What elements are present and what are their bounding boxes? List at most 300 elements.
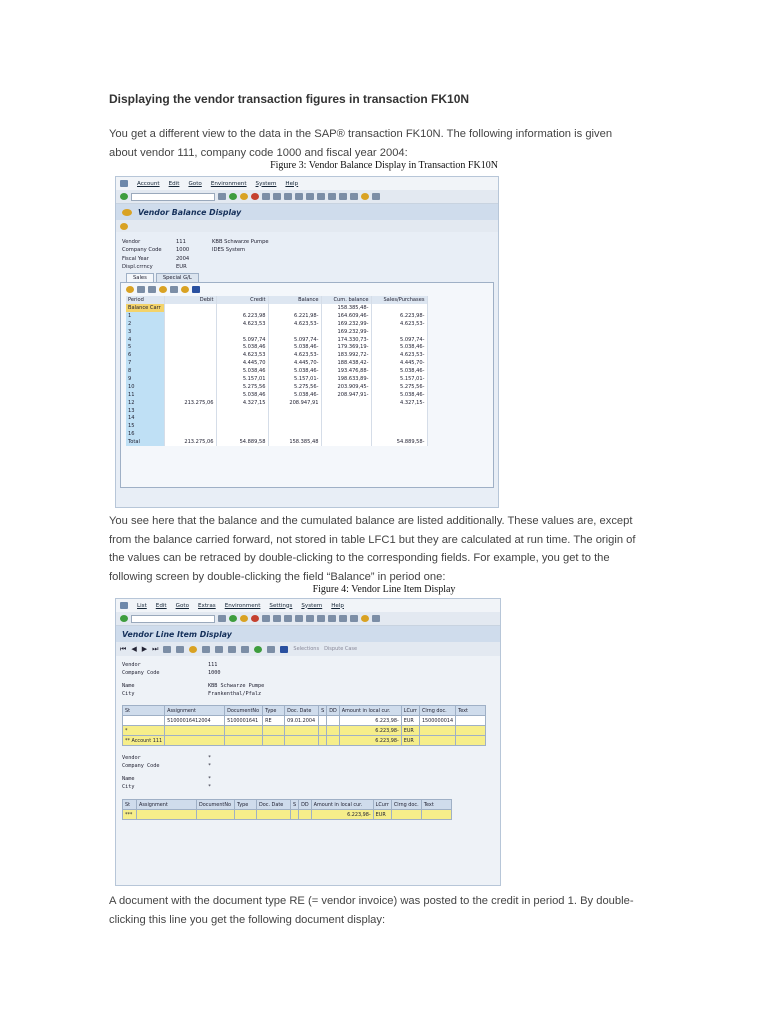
table-cell[interactable]	[285, 736, 319, 746]
table-cell[interactable]	[165, 726, 225, 736]
command-field[interactable]	[131, 615, 215, 623]
table-cell[interactable]: 4.623,53-	[371, 320, 427, 328]
tab-sales[interactable]: Sales	[126, 273, 154, 282]
table-cell[interactable]	[321, 438, 371, 446]
table-cell[interactable]: EUR	[401, 736, 419, 746]
table-cell[interactable]	[321, 407, 371, 415]
menu-help[interactable]: Help	[285, 180, 299, 187]
find-icon[interactable]	[273, 193, 281, 200]
table-cell[interactable]: 5.038,46-	[268, 367, 321, 375]
table-cell[interactable]	[164, 367, 216, 375]
table-cell[interactable]: 5.097,74-	[371, 336, 427, 344]
layout-select-icon[interactable]	[241, 646, 249, 653]
table-cell[interactable]: 10	[126, 383, 164, 391]
save-icon[interactable]	[218, 193, 226, 200]
next-page-icon[interactable]	[317, 193, 325, 200]
col-balance[interactable]: Balance	[268, 296, 321, 304]
column-header[interactable]: DocumentNo	[225, 706, 263, 716]
col-debit[interactable]: Debit	[164, 296, 216, 304]
table-cell[interactable]	[216, 407, 268, 415]
table-cell[interactable]	[371, 430, 427, 438]
back-icon[interactable]	[229, 615, 237, 622]
table-cell[interactable]: ** Account 111	[123, 736, 165, 746]
table-cell[interactable]	[216, 430, 268, 438]
back-icon[interactable]	[229, 193, 237, 200]
table-cell[interactable]	[268, 304, 321, 312]
info-icon[interactable]	[280, 646, 288, 653]
table-cell[interactable]: 4.445,70-	[268, 359, 321, 367]
table-cell[interactable]: 09.01.2004	[285, 716, 319, 726]
table-cell[interactable]: 158.385,48	[268, 438, 321, 446]
first-page-icon[interactable]	[295, 193, 303, 200]
table-cell[interactable]: 6.223,98-	[339, 736, 401, 746]
help-icon[interactable]	[361, 615, 369, 622]
table-row[interactable]	[126, 375, 427, 383]
column-header[interactable]: S	[291, 800, 299, 810]
table-cell[interactable]	[164, 383, 216, 391]
table-cell[interactable]: 3	[126, 328, 164, 336]
menu-list[interactable]: List	[137, 602, 147, 609]
table-row[interactable]	[126, 415, 427, 423]
details-icon[interactable]	[126, 286, 134, 293]
table-cell[interactable]: 6.223,98-	[371, 312, 427, 320]
balance-table-body	[126, 304, 427, 446]
shortcut-icon[interactable]	[350, 615, 358, 622]
field-value: *	[208, 762, 212, 769]
table-row[interactable]	[126, 312, 427, 320]
table-cell[interactable]: RE	[263, 716, 285, 726]
print-preview-icon[interactable]	[159, 286, 167, 293]
table-cell[interactable]: 4.623,53-	[268, 351, 321, 359]
table-cell[interactable]: 6	[126, 351, 164, 359]
table-cell[interactable]: 5.275,56-	[268, 383, 321, 391]
table-row[interactable]	[126, 430, 427, 438]
table-cell[interactable]: 169.232,99-	[321, 328, 371, 336]
table-cell[interactable]: 6.223,98-	[339, 716, 401, 726]
table-cell[interactable]: 54.889,58	[216, 438, 268, 446]
menu-goto[interactable]: Goto	[175, 602, 189, 609]
menu-extras[interactable]: Extras	[198, 602, 216, 609]
table-cell[interactable]: 6.223,98-	[339, 726, 401, 736]
prev-page-icon[interactable]	[306, 193, 314, 200]
table-row[interactable]	[126, 359, 427, 367]
table-cell[interactable]	[164, 430, 216, 438]
table-cell[interactable]	[321, 422, 371, 430]
table-cell[interactable]	[321, 399, 371, 407]
table-row[interactable]	[123, 736, 486, 746]
menu-help[interactable]: Help	[331, 602, 344, 609]
table-cell[interactable]: 169.232,99-	[321, 320, 371, 328]
table-cell[interactable]	[216, 415, 268, 423]
filter-icon[interactable]	[137, 286, 145, 293]
tab-special-gl[interactable]: Special G/L	[156, 273, 199, 282]
table-cell[interactable]: 7	[126, 359, 164, 367]
print-icon[interactable]	[262, 615, 270, 622]
edit-icon[interactable]	[163, 646, 171, 653]
table-cell[interactable]: 11	[126, 391, 164, 399]
menu-system[interactable]: System	[301, 602, 323, 609]
first-page-icon[interactable]	[295, 615, 303, 622]
table-cell[interactable]	[421, 810, 451, 820]
table-cell[interactable]	[456, 736, 486, 746]
table-cell[interactable]: 5.038,46-	[268, 344, 321, 352]
table-row[interactable]	[126, 304, 427, 312]
menu-edit[interactable]: Edit	[155, 602, 167, 609]
column-header[interactable]: Text	[456, 706, 486, 716]
footer-company-code	[122, 763, 500, 771]
window-menu-icon[interactable]	[120, 602, 128, 609]
next-page-icon[interactable]	[317, 615, 325, 622]
menu-environment[interactable]: Environment	[224, 602, 261, 609]
column-header[interactable]: Type	[235, 800, 257, 810]
table-row[interactable]	[123, 716, 486, 726]
header-vendor	[122, 662, 500, 670]
enter-icon[interactable]	[120, 193, 128, 200]
table-header-row	[126, 296, 427, 304]
table-cell[interactable]	[197, 810, 235, 820]
table-cell[interactable]: 5.097,74	[216, 336, 268, 344]
table-cell[interactable]	[285, 726, 319, 736]
table-row[interactable]	[126, 383, 427, 391]
prev-page-icon[interactable]	[306, 615, 314, 622]
table-cell[interactable]	[164, 328, 216, 336]
column-header[interactable]: Amount in local cur.	[311, 800, 373, 810]
table-row[interactable]	[126, 336, 427, 344]
filter-icon[interactable]	[215, 646, 223, 653]
table-cell[interactable]	[164, 359, 216, 367]
table-cell[interactable]: EUR	[373, 810, 391, 820]
table-cell[interactable]: 203.909,45-	[321, 383, 371, 391]
table-cell[interactable]: 54.889,58-	[371, 438, 427, 446]
table-cell[interactable]: 213.275,06	[164, 399, 216, 407]
table-cell[interactable]: 198.633,89-	[321, 375, 371, 383]
menu-settings[interactable]: Settings	[269, 602, 293, 609]
table-cell[interactable]: 5.157,01-	[371, 375, 427, 383]
table-cell[interactable]: 5.038,46	[216, 344, 268, 352]
last-item-icon[interactable]: ⏭	[152, 644, 159, 653]
table-cell[interactable]	[164, 375, 216, 383]
table-cell[interactable]	[268, 328, 321, 336]
table-cell[interactable]: 164.609,46-	[321, 312, 371, 320]
new-session-icon[interactable]	[339, 193, 347, 200]
table-cell[interactable]	[123, 716, 165, 726]
dispute-case-button[interactable]: Dispute Case	[324, 646, 358, 652]
table-cell[interactable]	[164, 351, 216, 359]
vendor-balance-screenshot	[115, 176, 499, 508]
table-cell[interactable]: 208.947,91	[268, 399, 321, 407]
details-icon[interactable]	[189, 646, 197, 653]
col-sales-purchases[interactable]: Sales/Purchases	[371, 296, 427, 304]
table-cell[interactable]: 1500000014	[419, 716, 455, 726]
col-cum-balance[interactable]: Cum. balance	[321, 296, 371, 304]
table-cell[interactable]	[371, 407, 427, 415]
export-icon[interactable]	[170, 286, 178, 293]
table-cell[interactable]: 4.623,53-	[371, 351, 427, 359]
table-cell[interactable]	[164, 407, 216, 415]
closing-paragraph	[109, 892, 659, 929]
table-cell[interactable]	[216, 304, 268, 312]
table-cell[interactable]: 5.097,74-	[268, 336, 321, 344]
table-cell[interactable]	[257, 810, 291, 820]
field-value: 1000	[208, 669, 221, 676]
table-cell[interactable]: 4.623,53	[216, 351, 268, 359]
table-cell[interactable]: 13	[126, 407, 164, 415]
field-label: Fiscal Year	[122, 255, 149, 262]
layout-icon[interactable]	[372, 193, 380, 200]
table-cell[interactable]	[321, 430, 371, 438]
table-cell[interactable]	[419, 726, 455, 736]
column-header[interactable]: Type	[263, 706, 285, 716]
last-page-icon[interactable]	[328, 615, 336, 622]
find-next-icon[interactable]	[284, 615, 292, 622]
table-cell[interactable]: 193.476,88-	[321, 367, 371, 375]
table-cell[interactable]: 5.038,46-	[268, 391, 321, 399]
field-value[interactable]: 1000	[176, 247, 190, 254]
table-cell[interactable]: 158.385,48-	[321, 304, 371, 312]
table-cell[interactable]: 4.327,15	[216, 399, 268, 407]
table-cell[interactable]	[419, 736, 455, 746]
table-cell[interactable]: 16	[126, 430, 164, 438]
column-header[interactable]: Doc. Date	[257, 800, 291, 810]
column-header[interactable]: LCurr	[373, 800, 391, 810]
table-cell[interactable]	[164, 391, 216, 399]
table-row[interactable]	[126, 399, 427, 407]
table-cell[interactable]: 4.623,53-	[268, 320, 321, 328]
table-cell[interactable]	[137, 810, 197, 820]
table-cell[interactable]	[225, 726, 263, 736]
table-cell[interactable]: 12	[126, 399, 164, 407]
table-cell[interactable]: 4.445,70	[216, 359, 268, 367]
table-cell[interactable]: 15	[126, 422, 164, 430]
table-cell[interactable]: Balance Carr	[126, 304, 164, 312]
column-header[interactable]: LCurr	[401, 706, 419, 716]
table-cell[interactable]: 4.623,53	[216, 320, 268, 328]
table-cell[interactable]	[164, 415, 216, 423]
find-icon[interactable]	[273, 615, 281, 622]
table-cell[interactable]	[371, 304, 427, 312]
table-cell[interactable]	[391, 810, 421, 820]
table-cell[interactable]: 5100001641	[225, 716, 263, 726]
menu-system[interactable]: System	[255, 180, 277, 187]
table-cell[interactable]	[268, 415, 321, 423]
table-cell[interactable]: 5.038,46	[216, 367, 268, 375]
table-cell[interactable]	[165, 736, 225, 746]
prev-item-icon[interactable]: ◀	[131, 645, 137, 653]
window-menu-icon[interactable]	[120, 180, 128, 187]
table-cell[interactable]	[319, 716, 327, 726]
table-cell[interactable]	[299, 810, 312, 820]
table-cell[interactable]: 183.992,72-	[321, 351, 371, 359]
column-header[interactable]: St	[123, 706, 165, 716]
table-row[interactable]	[126, 438, 427, 446]
table-cell[interactable]: ***	[123, 810, 137, 820]
table-cell[interactable]: 5.157,01	[216, 375, 268, 383]
table-cell[interactable]	[164, 304, 216, 312]
table-cell[interactable]: 5.038,46-	[371, 367, 427, 375]
table-cell[interactable]: 14	[126, 415, 164, 423]
table-cell[interactable]: Total	[126, 438, 164, 446]
field-value[interactable]: 111	[176, 239, 186, 245]
field-value: 111	[208, 662, 218, 668]
table-cell[interactable]	[321, 415, 371, 423]
cancel-icon[interactable]	[251, 193, 259, 200]
table-cell[interactable]: 8	[126, 367, 164, 375]
new-session-icon[interactable]	[339, 615, 347, 622]
table-cell[interactable]	[216, 422, 268, 430]
table-cell[interactable]	[456, 726, 486, 736]
table-row[interactable]	[126, 391, 427, 399]
find-next-icon[interactable]	[284, 193, 292, 200]
table-cell[interactable]	[291, 810, 299, 820]
column-header[interactable]: Clrng doc.	[419, 706, 455, 716]
document-icon[interactable]	[120, 223, 128, 230]
column-header[interactable]: DocumentNo	[197, 800, 235, 810]
table-row[interactable]	[126, 407, 427, 415]
table-cell[interactable]	[327, 726, 340, 736]
column-header[interactable]: Assignment	[165, 706, 225, 716]
menu-account[interactable]: Account	[137, 180, 160, 187]
table-cell[interactable]: 188.438,42-	[321, 359, 371, 367]
table-cell[interactable]	[268, 407, 321, 415]
table-cell[interactable]	[216, 328, 268, 336]
menu-goto[interactable]: Goto	[188, 180, 202, 187]
table-cell[interactable]	[164, 312, 216, 320]
exit-icon[interactable]	[240, 193, 248, 200]
field-value: Frankenthal/Pfalz	[208, 690, 262, 697]
table-cell[interactable]: 174.330,73-	[321, 336, 371, 344]
table-cell[interactable]	[371, 422, 427, 430]
field-value[interactable]: EUR	[176, 263, 187, 270]
menu-bar	[116, 599, 500, 612]
table-cell[interactable]	[164, 344, 216, 352]
table-cell[interactable]: 5	[126, 344, 164, 352]
enter-icon[interactable]	[120, 615, 128, 622]
next-item-icon[interactable]: ▶	[141, 645, 148, 653]
menu-edit[interactable]: Edit	[168, 180, 180, 187]
column-header[interactable]: Assignment	[137, 800, 197, 810]
layout-icon[interactable]	[372, 615, 380, 622]
table-cell[interactable]	[327, 716, 340, 726]
layout-select-icon[interactable]	[181, 286, 189, 293]
menu-environment[interactable]: Environment	[210, 180, 247, 187]
table-cell[interactable]	[371, 328, 427, 336]
column-header[interactable]: St	[123, 800, 137, 810]
table-cell[interactable]	[319, 736, 327, 746]
line-items-table	[122, 705, 486, 746]
field-fiscal-year	[122, 255, 498, 263]
table-cell[interactable]	[164, 320, 216, 328]
table-cell[interactable]: 5.038,46-	[371, 344, 427, 352]
table-cell[interactable]: EUR	[401, 726, 419, 736]
column-header[interactable]: S	[319, 706, 327, 716]
table-cell[interactable]	[268, 430, 321, 438]
help-icon[interactable]	[361, 193, 369, 200]
table-row[interactable]	[123, 726, 486, 736]
table-row[interactable]	[126, 320, 427, 328]
table-cell[interactable]: 5.038,46-	[371, 391, 427, 399]
table-cell[interactable]: 6.223,98	[216, 312, 268, 320]
table-row[interactable]	[126, 351, 427, 359]
table-row[interactable]	[126, 344, 427, 352]
table-cell[interactable]: 213.275,06	[164, 438, 216, 446]
command-field[interactable]	[131, 193, 215, 201]
col-period[interactable]: Period	[126, 296, 164, 304]
table-cell[interactable]: 51000016412004	[165, 716, 225, 726]
export-icon[interactable]	[254, 646, 262, 653]
column-header[interactable]: Text	[421, 800, 451, 810]
column-header[interactable]: DD	[299, 800, 312, 810]
column-header[interactable]: Doc. Date	[285, 706, 319, 716]
table-cell[interactable]: 4.445,70-	[371, 359, 427, 367]
selections-button[interactable]: Selections	[293, 646, 320, 652]
first-item-icon[interactable]: ⏮	[120, 644, 127, 653]
table-cell[interactable]: *	[123, 726, 165, 736]
table-cell[interactable]: 5.038,46	[216, 391, 268, 399]
column-header[interactable]: DD	[327, 706, 340, 716]
table-cell[interactable]	[225, 736, 263, 746]
column-header[interactable]: Clrng doc.	[391, 800, 421, 810]
save-icon[interactable]	[218, 615, 226, 622]
info-icon[interactable]	[192, 286, 200, 293]
table-cell[interactable]: 1	[126, 312, 164, 320]
exit-icon[interactable]	[240, 615, 248, 622]
table-row[interactable]	[126, 422, 427, 430]
sum-icon[interactable]	[148, 286, 156, 293]
field-value[interactable]: 2004	[176, 255, 190, 262]
table-cell[interactable]	[371, 415, 427, 423]
table-cell[interactable]	[456, 716, 486, 726]
table-cell[interactable]: 4.327,15-	[371, 399, 427, 407]
table-cell[interactable]	[327, 736, 340, 746]
screen-title: Vendor Balance Display	[138, 207, 242, 217]
cancel-icon[interactable]	[251, 615, 259, 622]
table-cell[interactable]: 179.369,19-	[321, 344, 371, 352]
table-cell[interactable]	[319, 726, 327, 736]
table-cell[interactable]: 6.223,98-	[311, 810, 373, 820]
table-row[interactable]	[126, 328, 427, 336]
table-cell[interactable]: 9	[126, 375, 164, 383]
sort-asc-icon[interactable]	[202, 646, 210, 653]
field-value: KBB Schwarze Pumpe	[208, 683, 265, 689]
total-row[interactable]	[123, 810, 452, 820]
col-credit[interactable]: Credit	[216, 296, 268, 304]
table-cell[interactable]	[164, 336, 216, 344]
table-cell[interactable]: 2	[126, 320, 164, 328]
table-row[interactable]	[126, 367, 427, 375]
last-page-icon[interactable]	[328, 193, 336, 200]
table-cell[interactable]: 5.275,56-	[371, 383, 427, 391]
table-cell[interactable]: 5.275,56	[216, 383, 268, 391]
table-cell[interactable]: 4	[126, 336, 164, 344]
table-cell[interactable]	[235, 810, 257, 820]
column-header[interactable]: Amount in local cur.	[339, 706, 401, 716]
sum-icon[interactable]	[228, 646, 236, 653]
table-cell[interactable]: 6.221,98-	[268, 312, 321, 320]
field-label: City	[122, 783, 135, 790]
print-icon[interactable]	[262, 193, 270, 200]
table-cell[interactable]: 208.947,91-	[321, 391, 371, 399]
table-cell[interactable]	[268, 422, 321, 430]
table-cell[interactable]	[263, 736, 285, 746]
select-all-icon[interactable]	[176, 646, 184, 653]
shortcut-icon[interactable]	[350, 193, 358, 200]
table-cell[interactable]: 5.157,01-	[268, 375, 321, 383]
table-cell[interactable]	[263, 726, 285, 736]
table-header-row	[123, 800, 452, 810]
table-cell[interactable]	[164, 422, 216, 430]
mail-icon[interactable]	[267, 646, 275, 653]
table-cell[interactable]: EUR	[401, 716, 419, 726]
